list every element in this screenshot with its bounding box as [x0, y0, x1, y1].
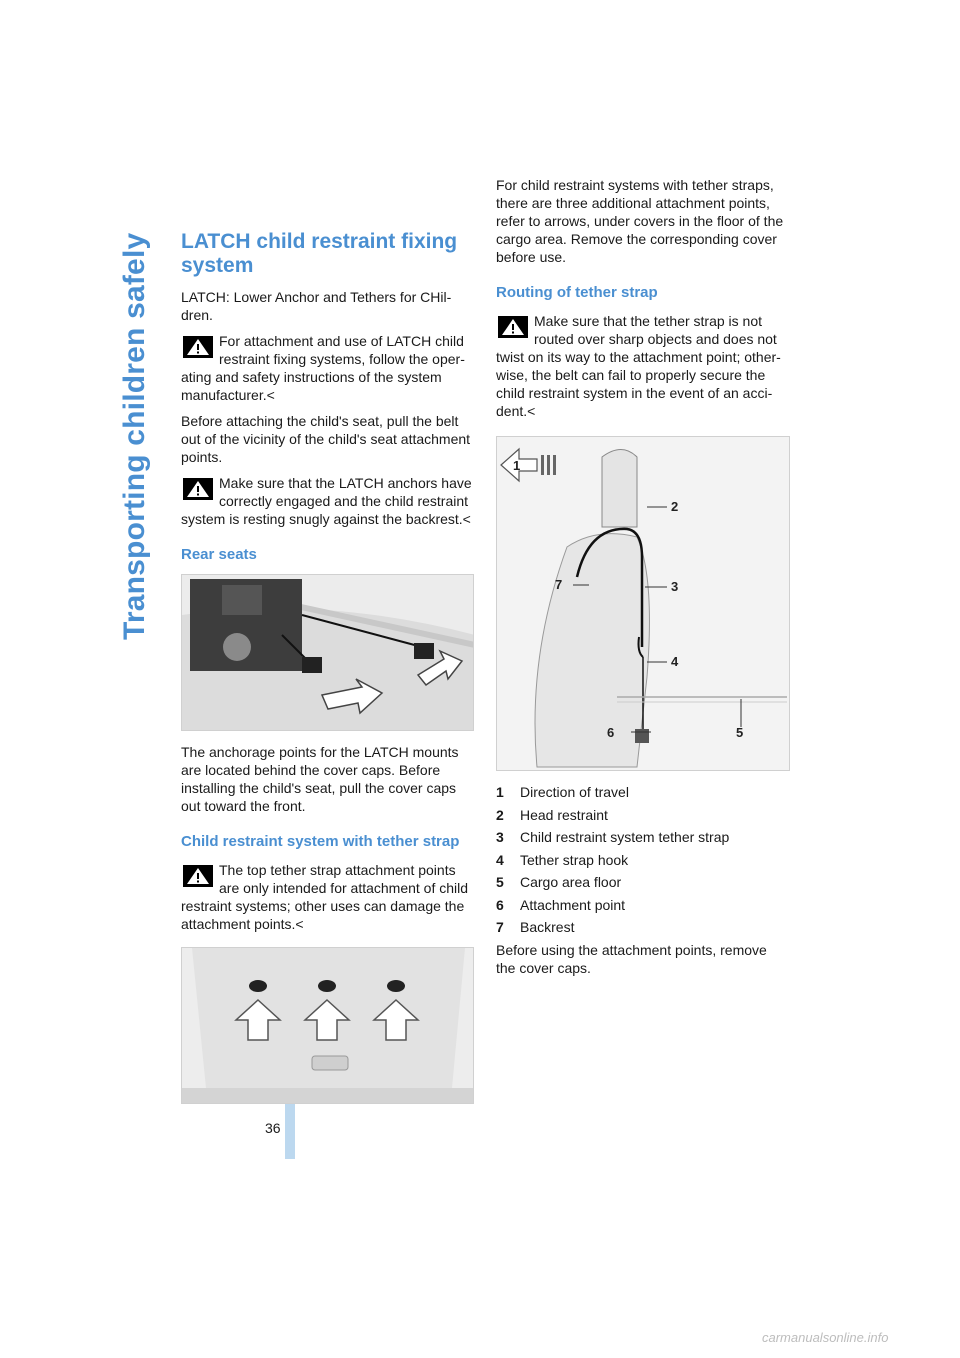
warning-text: Make sure that the tether strap is not routed over sharp objects and does not twist on its way to the attachment point; otherwise, the belt can fail to properly secure the child restraint system in the event of an accident.< [496, 313, 781, 419]
warning-text: The top tether strap attachment points are only intended for attachment of child restraint systems; other uses can damage the attachment points.< [181, 862, 469, 932]
warning-icon [498, 316, 528, 338]
warning-block [181, 861, 474, 933]
legend-label: Head restraint [520, 806, 608, 823]
warning-block [496, 312, 790, 420]
legend-number: 1 [496, 784, 504, 800]
legend-label: Backrest [520, 919, 575, 935]
warning-icon [183, 478, 213, 500]
watermark: carmanualsonline.info [762, 1330, 889, 1345]
legend-label: Direction of travel [520, 784, 629, 800]
legend-number: 3 [496, 829, 504, 845]
left-column [181, 230, 474, 1116]
tether-heading: Child restraint system with tether strap [181, 833, 460, 850]
legend-item [496, 783, 790, 801]
right-outro: Before using the attachment points, remove the cover caps. [496, 941, 767, 976]
callout-label: 4 [671, 654, 679, 669]
page-number: 36 [265, 1120, 281, 1136]
page-bar [285, 1104, 295, 1159]
legend-label: Cargo area floor [520, 874, 622, 890]
intro-text: LATCH: Lower Anchor and Tethers for CHildren. [181, 289, 452, 323]
rear-seats-heading: Rear seats [181, 546, 257, 563]
main-heading: LATCH child restraint fixing system [181, 230, 458, 277]
legend-label: Tether strap hook [520, 851, 629, 868]
right-intro: For child restraint systems with tether straps, there are three additional attachment points, refer to arrows, under covers in the floor of the cargo area. Remove the corresponding cover before use. [496, 177, 784, 265]
callout-label: 6 [607, 725, 615, 740]
routing-heading: Routing of tether strap [496, 284, 658, 301]
legend-number: 2 [496, 806, 504, 823]
callout-label: 7 [555, 577, 563, 592]
legend-item [496, 873, 790, 891]
legend-number: 7 [496, 919, 504, 935]
legend-label: Child restraint system tether strap [520, 829, 730, 845]
right-column [496, 176, 790, 985]
warning-text: For attachment and use of LATCH child restraint fixing systems, follow the operating and safety instructions of the system manufacturer.< [181, 333, 465, 403]
callout-label: 3 [671, 579, 679, 594]
warning-block [181, 332, 474, 404]
warning-block [181, 474, 474, 528]
legend-item [496, 918, 790, 936]
legend-number: 6 [496, 896, 504, 913]
callout-label: 2 [671, 499, 679, 514]
cargo-floor-figure [181, 947, 474, 1104]
legend-number: 5 [496, 874, 504, 890]
callout-label: 1 [513, 458, 521, 473]
warning-text: Make sure that the LATCH anchors have correctly engaged and the child restraint system is resting snugly against the backrest.< [181, 475, 472, 527]
legend-item [496, 851, 790, 869]
warning-icon [183, 336, 213, 358]
warning-icon [183, 865, 213, 887]
legend-item [496, 828, 790, 846]
legend-list [496, 783, 790, 936]
callout-label: 5 [736, 725, 744, 740]
legend-number: 4 [496, 851, 504, 868]
paragraph: Before attaching the child's seat, pull the belt out of the vicinity of the child's seat attachment points. [181, 413, 471, 465]
rear-seats-figure [181, 574, 474, 731]
rear-seats-text: The anchorage points for the LATCH mounts are located behind the cover caps. Before installing the child's seat, pull the cover caps out toward the front. [181, 744, 459, 814]
tether-routing-figure [496, 436, 790, 771]
legend-item [496, 896, 790, 914]
legend-item [496, 806, 790, 824]
legend-label: Attachment point [520, 896, 626, 913]
